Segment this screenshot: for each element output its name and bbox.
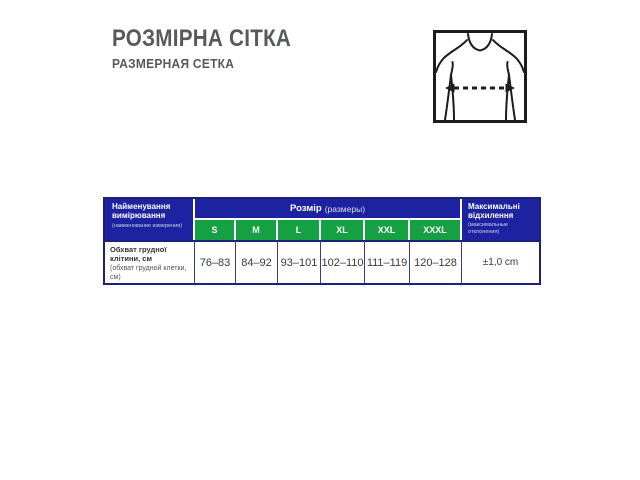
page-subtitle: РАЗМЕРНАЯ СЕТКА xyxy=(112,56,235,71)
size-table xyxy=(103,197,541,285)
measurement-row-label xyxy=(105,240,195,283)
deviation-header-ua: Максимальні відхилення xyxy=(468,202,520,220)
size-value-cell-xxxl: 120–128 xyxy=(410,240,462,283)
measurement-row-label-ua: Обхват грудної клітини, см xyxy=(110,245,167,263)
size-header-ua: Розмір xyxy=(289,203,322,214)
size-value-cell-xxl: 111–119 xyxy=(365,240,410,283)
torso-chest-measure-icon xyxy=(436,33,524,120)
size-cell-l: L xyxy=(278,220,321,240)
chest-measurement-diagram xyxy=(433,30,527,123)
measure-arrow-icon xyxy=(445,84,515,93)
size-cell-m: M xyxy=(236,220,278,240)
measurement-row-label-ru: (обхват грудной клетки, см) xyxy=(110,265,187,281)
size-value-cell-l: 93–101 xyxy=(278,240,321,283)
size-cell-s: S xyxy=(195,220,236,240)
deviation-value: ±1,0 cm xyxy=(462,240,539,283)
size-header-ru: (размеры) xyxy=(324,203,366,214)
size-cell-xl: XL xyxy=(321,220,365,240)
size-cell-xxxl: XXXL xyxy=(410,220,462,240)
deviation-header-ru: (максимальные отклонения) xyxy=(468,222,508,235)
measurement-header-cell xyxy=(105,199,195,240)
size-value-cell-xl: 102–110 xyxy=(321,240,365,283)
size-cell-xxl: XXL xyxy=(365,220,410,240)
page-title: РОЗМІРНА СІТКА xyxy=(112,25,292,52)
measurement-header-ua: Найменування вимірювання xyxy=(112,202,171,220)
measurement-header-ru: (наименование измерения) xyxy=(112,223,183,229)
size-header-band xyxy=(195,199,462,220)
size-value-cell-m: 84–92 xyxy=(236,240,278,283)
page-title-block xyxy=(112,26,320,71)
deviation-header-cell xyxy=(462,199,539,240)
size-value-cell-s: 76–83 xyxy=(195,240,236,283)
